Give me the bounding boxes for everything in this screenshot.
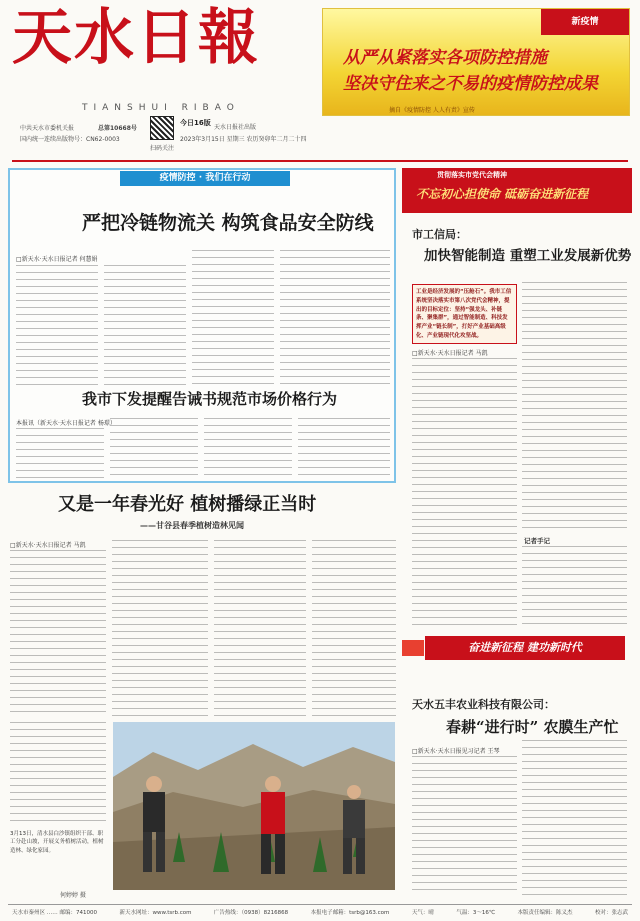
epidemic-section — [8, 168, 396, 483]
story3-body-col-2 — [112, 540, 208, 718]
story2-body-col-2 — [110, 418, 198, 478]
section1-body-col-1 — [412, 358, 517, 628]
story2-byline: 本报讯（新天水·天水日报记者 杨璟） — [16, 420, 116, 427]
section1-body-col-2 — [522, 282, 627, 532]
banner-corner-label: 新疫情 — [541, 9, 629, 35]
page-footer — [8, 904, 632, 918]
footer-address: 天水市秦州区 …… 邮编：741000 — [12, 909, 97, 916]
footer-website[interactable]: 新天水网址：www.tsrb.com — [119, 909, 192, 916]
footer-temperature: 气温：3～16℃ — [456, 909, 496, 916]
today-pages: 今日16版 — [180, 119, 211, 127]
section2-headline[interactable]: 春耕“进行时” 农膜生产忙 — [446, 718, 619, 736]
qr-caption: 扫码关注 — [150, 145, 175, 152]
edition-note: 天水日报社出版 — [214, 124, 257, 131]
qr-code-icon[interactable] — [150, 116, 174, 140]
footer-duty-editor: 本版责任编辑：陈义杰 — [517, 909, 573, 916]
story3-body-col-4 — [312, 540, 396, 718]
story2-headline[interactable]: 我市下发提醒告诫书规范市场价格行为 — [82, 390, 338, 408]
section-header: 疫情防控 · 我们在行动 — [120, 171, 290, 186]
story2-body-col-3 — [204, 418, 292, 478]
party-congress-banner[interactable] — [402, 168, 632, 213]
photo-credit: 何婷婷 摄 — [60, 892, 86, 899]
banner-top-text: 贯彻落实市党代会精神 — [437, 171, 507, 179]
story2-body-col-1 — [16, 428, 104, 478]
story1-byline: □新天水·天水日报记者 何慧娟 — [16, 256, 98, 263]
section1-summary: 工业是经济发展的“压舱石”。我市工信系统坚决落实市第八次党代会精神，提出的目标定位：坚持“强龙头、补链条、聚集群”，通过智能制造、科技发挥产业“链长制”，打好产业基础高级化、产业链现代化攻坚战。 — [412, 284, 517, 344]
story3-byline: □新天水·天水日报记者 马凯 — [10, 542, 86, 549]
date-line: 2023年3月15日 星期三 农历癸卯年二月二十四 — [180, 136, 307, 143]
story3-body-col-3 — [214, 540, 306, 718]
photo-caption: 3月13日，清水县白沙镇组织干部、职工分赴山坡，开展义务植树活动，植树造林、绿化家园。 — [10, 831, 104, 854]
section2-byline: □新天水·天水日报见习记者 王琴 — [412, 748, 500, 755]
newspaper-logo: 天水日報 — [12, 3, 260, 73]
section1-byline: □新天水·天水日报记者 马凯 — [412, 350, 488, 357]
section2-label: 天水五丰农业科技有限公司： — [412, 698, 555, 711]
story3-body-col-1 — [10, 550, 106, 718]
new-journey-banner[interactable]: 奋进新征程 建功新时代 — [425, 636, 625, 660]
story3-headline[interactable]: 又是一年春光好 植树播绿正当时 — [58, 494, 317, 515]
story3-subhead: ——甘谷县春季植树造林见闻 — [140, 521, 244, 530]
banner-line-2: 坚决守住来之不易的疫情防控成果 — [343, 74, 598, 94]
story3-body-col-5 — [10, 722, 106, 822]
story1-body-col-2 — [104, 265, 186, 385]
banner-subtext: 摘自《疫情防控 人人有责》宣传 — [389, 107, 475, 114]
tree-planting-photo[interactable] — [113, 722, 395, 890]
story1-body-col-4 — [280, 250, 390, 385]
story1-body-col-3 — [192, 250, 274, 385]
serial-number: 国内统一连续出版物号：CN62-0003 — [20, 136, 120, 143]
masthead-divider — [12, 160, 628, 162]
newspaper-pinyin: TIANSHUI RIBAO — [82, 103, 240, 113]
right-column — [402, 168, 632, 918]
story1-headline[interactable]: 严把冷链物流关 构筑食品安全防线 — [82, 212, 374, 234]
publisher-note: 中共天水市委机关报 — [20, 125, 75, 132]
epidemic-banner[interactable] — [322, 8, 630, 116]
section2-body-col-2 — [522, 740, 627, 896]
footer-email[interactable]: 本报电子邮箱：tsrb@163.com — [310, 909, 390, 916]
banner-line-1: 从严从紧落实各项防控措施 — [343, 48, 547, 68]
footer-ad-phone: 广告热线：（0938）8216868 — [213, 909, 289, 916]
footer-proofreader: 校对：张志武 — [594, 909, 628, 916]
mid-banner-accent — [402, 640, 424, 656]
section1-headline[interactable]: 加快智能制造 重塑工业发展新优势 — [424, 248, 632, 264]
reporter-note-body — [522, 546, 627, 626]
story1-body-col-1 — [16, 265, 98, 385]
footer-weather: 天气：晴 — [411, 909, 434, 916]
banner-main-text: 不忘初心担使命 砥砺奋进新征程 — [416, 187, 589, 201]
section1-label: 市工信局： — [412, 228, 467, 241]
reporter-note-label: 记者手记 — [524, 537, 550, 545]
section2-body-col-1 — [412, 756, 517, 896]
issue-number: 总第10668号 — [98, 125, 137, 132]
story2-body-col-4 — [298, 418, 390, 478]
masthead — [0, 0, 640, 160]
